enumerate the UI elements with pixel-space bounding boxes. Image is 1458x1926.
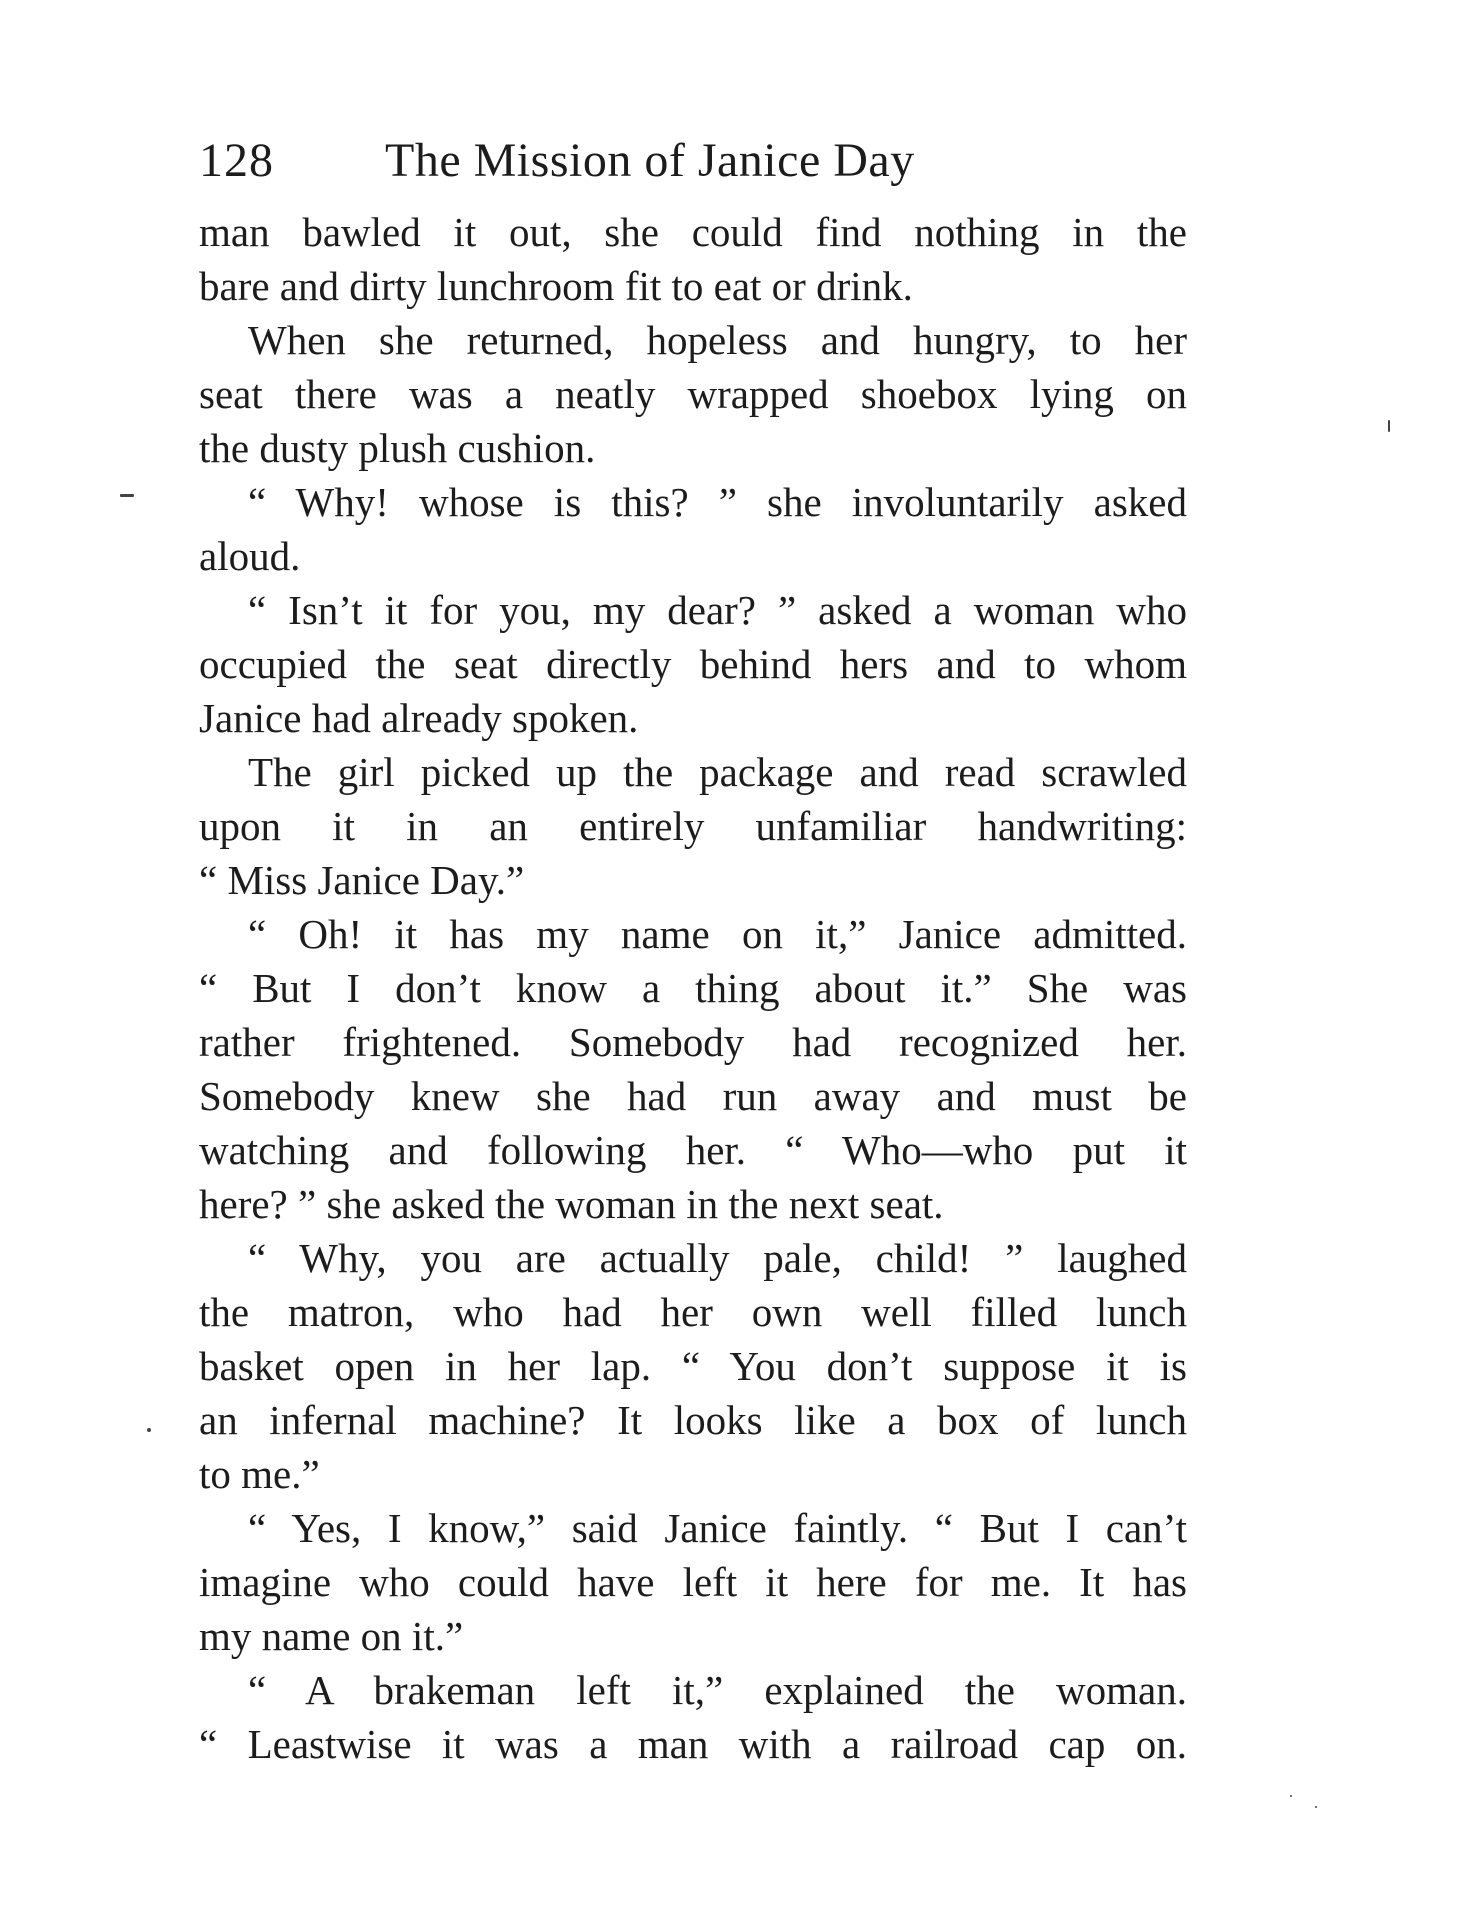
text-line: “ Why! whose is this? ” she involuntarily asked bbox=[248, 479, 1187, 525]
body-text bbox=[199, 205, 1187, 1771]
text-line: Somebody knew she had run away and must be bbox=[199, 1073, 1187, 1119]
text-line: “ But I don’t know a thing about it.” She was bbox=[199, 965, 1187, 1011]
text-line: the dusty plush cushion. bbox=[199, 425, 596, 471]
text-line: rather frightened. Somebody had recognized her. bbox=[199, 1019, 1187, 1065]
text-line: aloud. bbox=[199, 533, 301, 579]
text-line: imagine who could have left it here for me. It has bbox=[199, 1559, 1187, 1605]
text-line: upon it in an entirely unfamiliar handwriting: bbox=[199, 803, 1187, 849]
text-line: “ Why, you are actually pale, child! ” laughed bbox=[248, 1235, 1187, 1281]
text-line: “ Leastwise it was a man with a railroad cap on. bbox=[199, 1721, 1187, 1767]
text-line: to me.” bbox=[199, 1451, 320, 1497]
scan-speck bbox=[1388, 420, 1390, 432]
text-line: watching and following her. “ Who—who put it bbox=[199, 1127, 1187, 1173]
text-line: “ Yes, I know,” said Janice faintly. “ But I can’t bbox=[248, 1505, 1187, 1551]
text-line: “ Miss Janice Day.” bbox=[199, 857, 525, 903]
text-line: here? ” she asked the woman in the next seat. bbox=[199, 1181, 944, 1227]
text-line: an infernal machine? It looks like a box of lunch bbox=[199, 1397, 1187, 1443]
scan-speck bbox=[120, 494, 134, 497]
scan-speck bbox=[1290, 1795, 1292, 1797]
text-line: man bawled it out, she could find nothing in the bbox=[199, 209, 1187, 255]
text-line: Janice had already spoken. bbox=[199, 695, 639, 741]
scan-speck bbox=[147, 1428, 151, 1432]
text-line: the matron, who had her own well filled lunch bbox=[199, 1289, 1187, 1335]
text-line: “ Oh! it has my name on it,” Janice admitted. bbox=[248, 911, 1187, 957]
text-line: When she returned, hopeless and hungry, to her bbox=[248, 317, 1187, 363]
text-line: my name on it.” bbox=[199, 1613, 464, 1659]
text-line: basket open in her lap. “ You don’t suppose it is bbox=[199, 1343, 1187, 1389]
running-title: The Mission of Janice Day bbox=[385, 134, 915, 187]
text-line: occupied the seat directly behind hers and to whom bbox=[199, 641, 1187, 687]
text-line: bare and dirty lunchroom fit to eat or drink. bbox=[199, 263, 913, 309]
text-line: “ Isn’t it for you, my dear? ” asked a woman who bbox=[248, 587, 1187, 633]
text-line: “ A brakeman left it,” explained the woman. bbox=[248, 1667, 1187, 1713]
text-line: seat there was a neatly wrapped shoebox lying on bbox=[199, 371, 1187, 417]
page-number: 128 bbox=[199, 134, 274, 187]
page-header bbox=[199, 126, 1199, 196]
text-line: The girl picked up the package and read scrawled bbox=[248, 749, 1187, 795]
scan-speck bbox=[1315, 1806, 1317, 1808]
